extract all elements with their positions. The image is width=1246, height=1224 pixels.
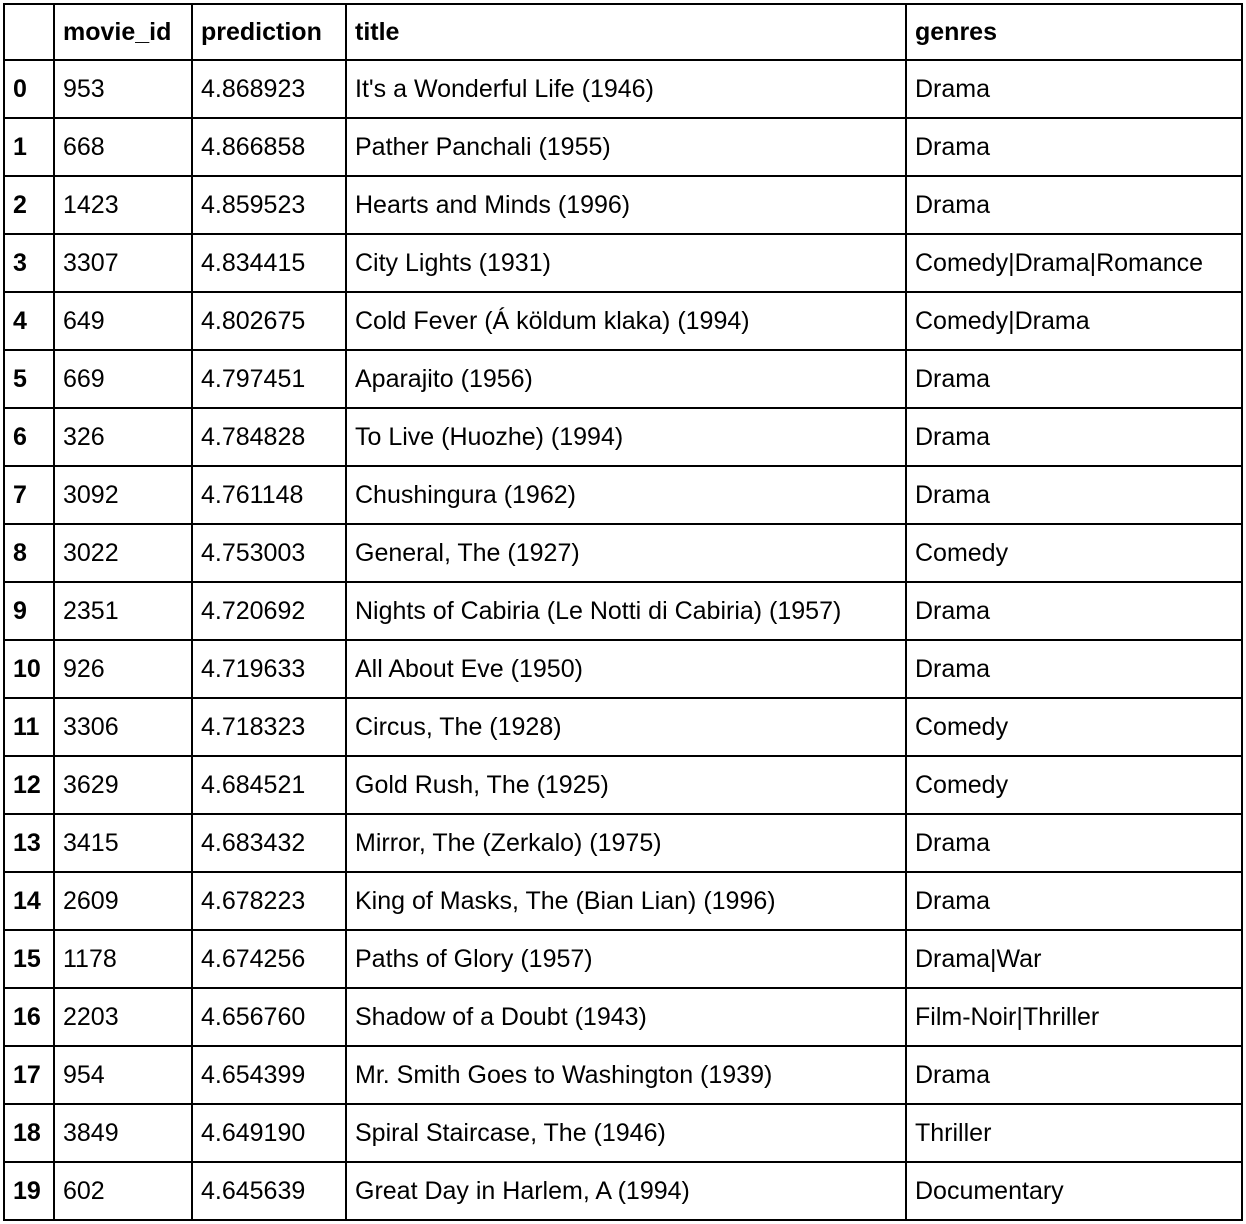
cell-genres: Drama bbox=[906, 640, 1242, 698]
column-header-prediction: prediction bbox=[192, 4, 346, 60]
cell-title: Spiral Staircase, The (1946) bbox=[346, 1104, 906, 1162]
cell-prediction: 4.649190 bbox=[192, 1104, 346, 1162]
cell-genres: Thriller bbox=[906, 1104, 1242, 1162]
cell-movie-id: 2203 bbox=[54, 988, 192, 1046]
table-row bbox=[4, 698, 1242, 756]
table-row bbox=[4, 176, 1242, 234]
cell-title: Paths of Glory (1957) bbox=[346, 930, 906, 988]
table-row bbox=[4, 814, 1242, 872]
cell-movie-id: 3092 bbox=[54, 466, 192, 524]
cell-prediction: 4.645639 bbox=[192, 1162, 346, 1220]
table-body bbox=[4, 60, 1242, 1220]
row-index: 18 bbox=[4, 1104, 54, 1162]
cell-title: City Lights (1931) bbox=[346, 234, 906, 292]
cell-prediction: 4.654399 bbox=[192, 1046, 346, 1104]
row-index: 10 bbox=[4, 640, 54, 698]
cell-prediction: 4.718323 bbox=[192, 698, 346, 756]
cell-prediction: 4.674256 bbox=[192, 930, 346, 988]
row-index: 8 bbox=[4, 524, 54, 582]
cell-genres: Film-Noir|Thriller bbox=[906, 988, 1242, 1046]
cell-title: Gold Rush, The (1925) bbox=[346, 756, 906, 814]
cell-genres: Comedy bbox=[906, 756, 1242, 814]
row-index: 17 bbox=[4, 1046, 54, 1104]
cell-prediction: 4.678223 bbox=[192, 872, 346, 930]
row-index: 0 bbox=[4, 60, 54, 118]
table-row bbox=[4, 408, 1242, 466]
cell-title: General, The (1927) bbox=[346, 524, 906, 582]
cell-title: Aparajito (1956) bbox=[346, 350, 906, 408]
cell-prediction: 4.859523 bbox=[192, 176, 346, 234]
table-row bbox=[4, 118, 1242, 176]
row-index: 15 bbox=[4, 930, 54, 988]
table-row bbox=[4, 1162, 1242, 1220]
cell-prediction: 4.753003 bbox=[192, 524, 346, 582]
cell-genres: Drama bbox=[906, 60, 1242, 118]
row-index: 5 bbox=[4, 350, 54, 408]
cell-prediction: 4.719633 bbox=[192, 640, 346, 698]
cell-genres: Drama|War bbox=[906, 930, 1242, 988]
cell-movie-id: 2609 bbox=[54, 872, 192, 930]
table-row bbox=[4, 1046, 1242, 1104]
table-row bbox=[4, 234, 1242, 292]
cell-movie-id: 954 bbox=[54, 1046, 192, 1104]
cell-title: Chushingura (1962) bbox=[346, 466, 906, 524]
cell-title: Nights of Cabiria (Le Notti di Cabiria) (1957) bbox=[346, 582, 906, 640]
cell-movie-id: 3415 bbox=[54, 814, 192, 872]
cell-movie-id: 3306 bbox=[54, 698, 192, 756]
cell-title: Cold Fever (Á köldum klaka) (1994) bbox=[346, 292, 906, 350]
cell-genres: Drama bbox=[906, 118, 1242, 176]
row-index: 2 bbox=[4, 176, 54, 234]
cell-genres: Comedy bbox=[906, 698, 1242, 756]
cell-prediction: 4.683432 bbox=[192, 814, 346, 872]
table-row bbox=[4, 872, 1242, 930]
cell-title: Mr. Smith Goes to Washington (1939) bbox=[346, 1046, 906, 1104]
row-index: 4 bbox=[4, 292, 54, 350]
table-row bbox=[4, 60, 1242, 118]
column-header-title: title bbox=[346, 4, 906, 60]
cell-genres: Drama bbox=[906, 582, 1242, 640]
table-row bbox=[4, 524, 1242, 582]
cell-genres: Comedy bbox=[906, 524, 1242, 582]
cell-genres: Comedy|Drama|Romance bbox=[906, 234, 1242, 292]
cell-prediction: 4.802675 bbox=[192, 292, 346, 350]
cell-title: King of Masks, The (Bian Lian) (1996) bbox=[346, 872, 906, 930]
cell-genres: Drama bbox=[906, 466, 1242, 524]
table-row bbox=[4, 640, 1242, 698]
header-row bbox=[4, 4, 1242, 60]
cell-genres: Comedy|Drama bbox=[906, 292, 1242, 350]
table-row bbox=[4, 756, 1242, 814]
row-index: 14 bbox=[4, 872, 54, 930]
row-index: 19 bbox=[4, 1162, 54, 1220]
row-index: 11 bbox=[4, 698, 54, 756]
cell-prediction: 4.868923 bbox=[192, 60, 346, 118]
row-index: 6 bbox=[4, 408, 54, 466]
cell-genres: Drama bbox=[906, 872, 1242, 930]
cell-movie-id: 1178 bbox=[54, 930, 192, 988]
column-header-movie-id: movie_id bbox=[54, 4, 192, 60]
cell-title: Great Day in Harlem, A (1994) bbox=[346, 1162, 906, 1220]
cell-prediction: 4.866858 bbox=[192, 118, 346, 176]
table-header bbox=[4, 4, 1242, 60]
table-row bbox=[4, 1104, 1242, 1162]
cell-prediction: 4.684521 bbox=[192, 756, 346, 814]
table-row bbox=[4, 466, 1242, 524]
cell-movie-id: 669 bbox=[54, 350, 192, 408]
cell-movie-id: 649 bbox=[54, 292, 192, 350]
cell-title: Circus, The (1928) bbox=[346, 698, 906, 756]
cell-movie-id: 926 bbox=[54, 640, 192, 698]
row-index: 3 bbox=[4, 234, 54, 292]
cell-genres: Drama bbox=[906, 408, 1242, 466]
cell-movie-id: 3307 bbox=[54, 234, 192, 292]
cell-movie-id: 1423 bbox=[54, 176, 192, 234]
cell-movie-id: 953 bbox=[54, 60, 192, 118]
table-row bbox=[4, 930, 1242, 988]
cell-title: Shadow of a Doubt (1943) bbox=[346, 988, 906, 1046]
table-row bbox=[4, 988, 1242, 1046]
row-index: 12 bbox=[4, 756, 54, 814]
cell-prediction: 4.656760 bbox=[192, 988, 346, 1046]
cell-title: Pather Panchali (1955) bbox=[346, 118, 906, 176]
table-row bbox=[4, 350, 1242, 408]
cell-prediction: 4.720692 bbox=[192, 582, 346, 640]
cell-title: Mirror, The (Zerkalo) (1975) bbox=[346, 814, 906, 872]
cell-title: It's a Wonderful Life (1946) bbox=[346, 60, 906, 118]
cell-movie-id: 3629 bbox=[54, 756, 192, 814]
cell-title: Hearts and Minds (1996) bbox=[346, 176, 906, 234]
cell-movie-id: 668 bbox=[54, 118, 192, 176]
cell-genres: Drama bbox=[906, 350, 1242, 408]
cell-title: All About Eve (1950) bbox=[346, 640, 906, 698]
cell-genres: Drama bbox=[906, 176, 1242, 234]
dataframe-table bbox=[3, 3, 1243, 1221]
cell-movie-id: 602 bbox=[54, 1162, 192, 1220]
cell-title: To Live (Huozhe) (1994) bbox=[346, 408, 906, 466]
column-header-index bbox=[4, 4, 54, 60]
table-row bbox=[4, 582, 1242, 640]
cell-movie-id: 3849 bbox=[54, 1104, 192, 1162]
cell-movie-id: 3022 bbox=[54, 524, 192, 582]
cell-movie-id: 2351 bbox=[54, 582, 192, 640]
row-index: 16 bbox=[4, 988, 54, 1046]
cell-genres: Drama bbox=[906, 814, 1242, 872]
cell-genres: Documentary bbox=[906, 1162, 1242, 1220]
cell-prediction: 4.797451 bbox=[192, 350, 346, 408]
row-index: 7 bbox=[4, 466, 54, 524]
cell-prediction: 4.784828 bbox=[192, 408, 346, 466]
cell-prediction: 4.761148 bbox=[192, 466, 346, 524]
row-index: 1 bbox=[4, 118, 54, 176]
row-index: 13 bbox=[4, 814, 54, 872]
row-index: 9 bbox=[4, 582, 54, 640]
cell-genres: Drama bbox=[906, 1046, 1242, 1104]
cell-prediction: 4.834415 bbox=[192, 234, 346, 292]
column-header-genres: genres bbox=[906, 4, 1242, 60]
table-row bbox=[4, 292, 1242, 350]
cell-movie-id: 326 bbox=[54, 408, 192, 466]
